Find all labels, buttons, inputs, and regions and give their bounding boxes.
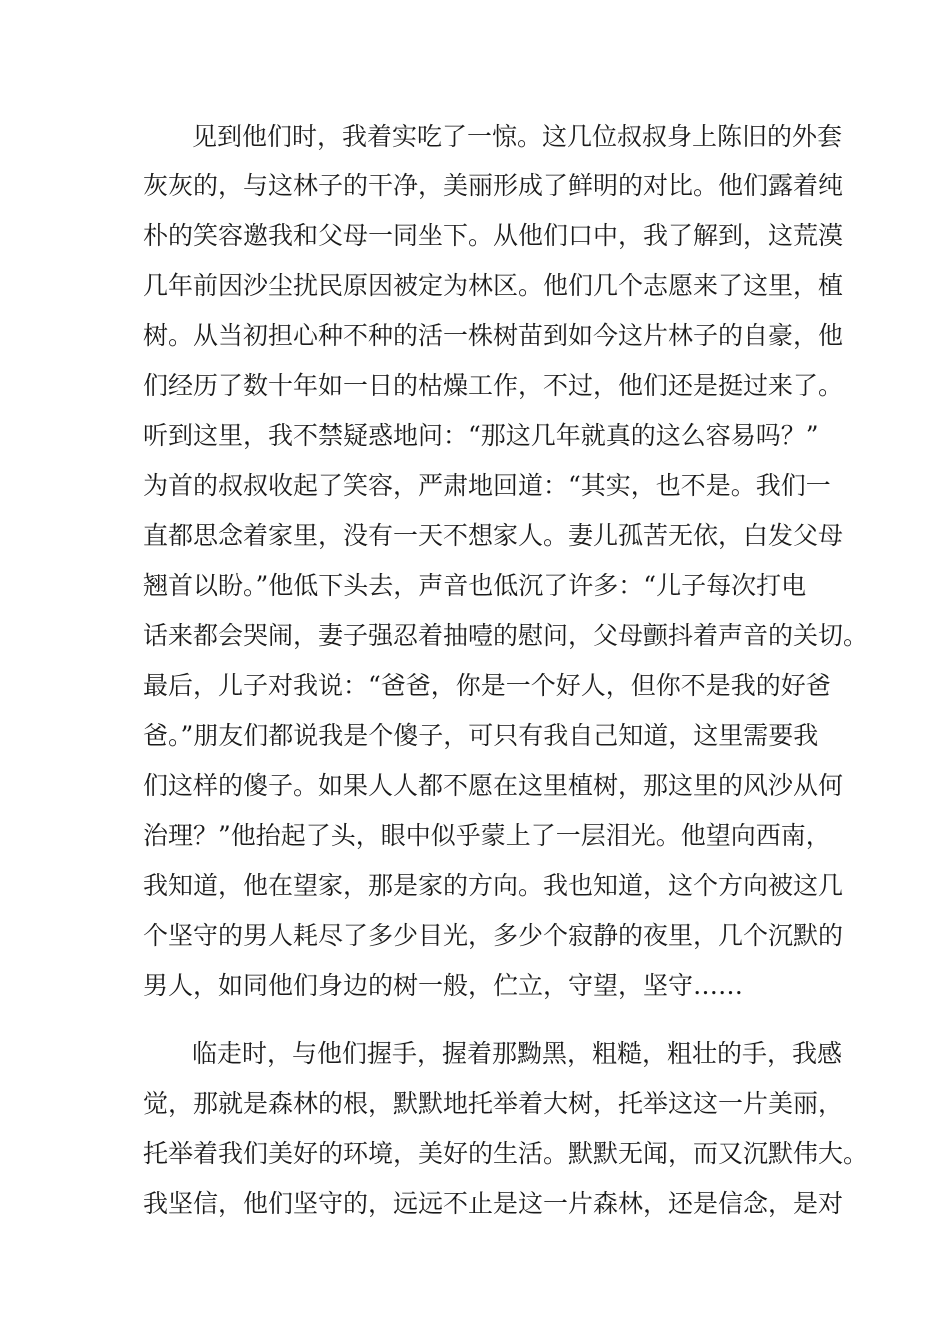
paragraph-1-line-7: 听到这里，我不禁疑惑地问：“那这几年就真的这么容易吗？”	[143, 421, 819, 450]
paragraph-1-line-14: 们这样的傻子。如果人人都不愿在这里植树，那这里的风沙从何	[143, 771, 844, 800]
paragraph-1-line-10: 翘首以盼。”他低下头去，声音也低沉了许多：“儿子每次打电	[143, 571, 807, 600]
paragraph-2-line-2: 觉，那就是森林的根，默默地托举着大树，托举这这一片美丽，	[143, 1089, 844, 1118]
paragraph-1-line-9: 直都思念着家里，没有一天不想家人。妻儿孤苦无依，白发父母	[143, 521, 844, 550]
paragraph-2-line-3: 托举着我们美好的环境，美好的生活。默默无闻，而又沉默伟大。	[143, 1139, 869, 1168]
paragraph-2-line-1: 临走时，与他们握手，握着那黝黑，粗糙，粗壮的手，我感	[192, 1039, 843, 1068]
paragraph-1-line-12: 最后，儿子对我说：“爸爸，你是一个好人，但你不是我的好爸	[143, 671, 831, 700]
paragraph-1-line-16: 我知道，他在望家，那是家的方向。我也知道，这个方向被这几	[143, 871, 844, 900]
paragraph-1-line-13: 爸。”朋友们都说我是个傻子，可只有我自己知道，这里需要我	[143, 721, 819, 750]
paragraph-1-line-15: 治理？”他抬起了头，眼中似乎蒙上了一层泪光。他望向西南，	[143, 821, 831, 850]
paragraph-2-line-4: 我坚信，他们坚守的，远远不止是这一片森林，还是信念，是对	[143, 1189, 844, 1218]
paragraph-1-line-2: 灰灰的，与这林子的干净，美丽形成了鲜明的对比。他们露着纯	[143, 171, 844, 200]
paragraph-1-line-18: 男人，如同他们身边的树一般，伫立，守望，坚守……	[143, 971, 744, 1000]
paragraph-1-line-3: 朴的笑容邀我和父母一同坐下。从他们口中，我了解到，这荒漠	[143, 221, 844, 250]
paragraph-1-line-17: 个坚守的男人耗尽了多少目光，多少个寂静的夜里，几个沉默的	[143, 921, 844, 950]
paragraph-1-line-5: 树。从当初担心种不种的活一株树苗到如今这片林子的自豪，他	[143, 321, 844, 350]
paragraph-1-line-6: 们经历了数十年如一日的枯燥工作，不过，他们还是挺过来了。	[143, 371, 844, 400]
paragraph-1-line-1: 见到他们时，我着实吃了一惊。这几位叔叔身上陈旧的外套	[192, 122, 843, 151]
paragraph-1-line-11: 话来都会哭闹，妻子强忍着抽噎的慰问，父母颤抖着声音的关切。	[143, 621, 869, 650]
paragraph-1-line-8: 为首的叔叔收起了笑容，严肃地回道：“其实，也不是。我们一	[143, 471, 831, 500]
paragraph-1-line-4: 几年前因沙尘扰民原因被定为林区。他们几个志愿来了这里，植	[143, 271, 844, 300]
